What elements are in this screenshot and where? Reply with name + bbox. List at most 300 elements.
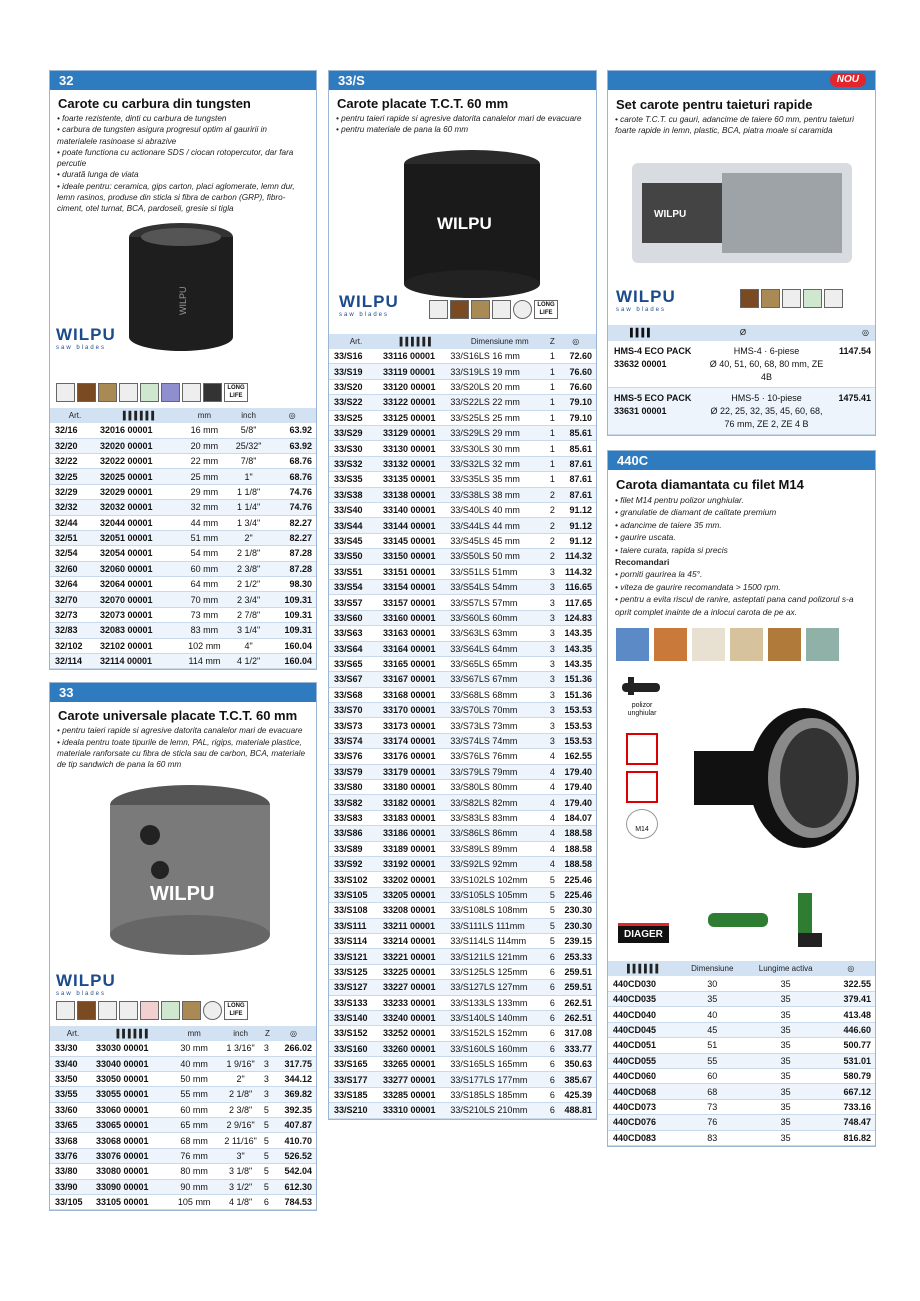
granite-swatch <box>806 628 839 661</box>
table-cell: 35 <box>745 1068 827 1083</box>
table-row <box>50 469 316 484</box>
table-cell: 230.30 <box>556 918 596 933</box>
table-cell: 33260 00001 <box>383 1041 450 1056</box>
recommendations-label: Recomandari <box>615 557 670 568</box>
table-cell: 4 <box>549 780 555 795</box>
table-row <box>329 718 596 733</box>
table-cell: 385.67 <box>556 1072 596 1087</box>
table-cell: 151.36 <box>556 672 596 687</box>
table-cell: 33/80 <box>50 1164 96 1179</box>
table-cell: 32054 00001 <box>100 546 180 561</box>
table-cell: 32/25 <box>50 469 100 484</box>
steel-icon <box>203 383 222 402</box>
bullet-item: • taiere curata, rapida si precis <box>615 544 728 555</box>
panel-icon <box>119 1001 138 1020</box>
table-cell: 1" <box>229 469 268 484</box>
table-cell: 33/S45 <box>329 533 383 548</box>
table-row <box>50 592 316 607</box>
barcode-icon: ▌▌▌▌ <box>630 328 653 338</box>
table-cell: 68 <box>680 1084 745 1099</box>
table-cell: 33105 00001 <box>96 1195 171 1210</box>
new-badge: NOU <box>830 73 866 87</box>
table-cell: 4 <box>549 856 555 871</box>
table-cell: 33/S19LS 19 mm <box>450 364 549 379</box>
table-cell: 33/S32LS 32 mm <box>450 456 549 471</box>
table-cell: 35 <box>745 1115 827 1130</box>
table-cell: 35 <box>745 1084 827 1099</box>
table-cell: 33/S44LS 44 mm <box>450 518 549 533</box>
table-cell: 5 <box>549 887 555 902</box>
bullet-item: • pentru materiale de pana la 60 mm <box>336 125 469 135</box>
table-row <box>50 515 316 530</box>
table-cell: 33/S133LS 133mm <box>450 995 549 1010</box>
table-cell: 3" <box>217 1148 263 1163</box>
table-cell: 6 <box>549 1010 555 1025</box>
table-cell: 33/S22LS 22 mm <box>450 395 549 410</box>
table-cell: 317.75 <box>271 1056 316 1071</box>
table-cell: 33/S57LS 57mm <box>450 595 549 610</box>
table-row <box>50 438 316 453</box>
table-cell: 33/S73LS 73mm <box>450 718 549 733</box>
table-row <box>329 749 596 764</box>
table-cell: 333.77 <box>556 1041 596 1056</box>
table-cell: 33205 00001 <box>383 887 450 902</box>
table-cell: 6 <box>549 949 555 964</box>
barcode-icon: ▌▌▌▌▌▌ <box>383 334 450 349</box>
table-cell: 33/S160LS 160mm <box>450 1041 549 1056</box>
power-tools-image <box>708 893 868 953</box>
table-cell: 32102 00001 <box>100 638 180 653</box>
table-cell: 440CD073 <box>608 1099 680 1114</box>
table-cell: 33/60 <box>50 1102 96 1117</box>
table-cell: 266.02 <box>271 1041 316 1056</box>
table-row <box>608 1038 875 1053</box>
table-cell: 98.30 <box>268 577 316 592</box>
table-cell: 33/S16 <box>329 349 383 364</box>
table-cell: 33068 00001 <box>96 1133 171 1148</box>
table-row <box>329 1010 596 1025</box>
table-cell: 33/S102LS 102mm <box>450 872 549 887</box>
table-cell: 33055 00001 <box>96 1087 171 1102</box>
table-cell: 3 <box>549 733 555 748</box>
long-life-icon: LONG LIFE <box>224 383 248 402</box>
table-cell: 143.35 <box>556 656 596 671</box>
table-cell: 33202 00001 <box>383 872 450 887</box>
brand-logo: WILPU saw blades <box>616 286 676 313</box>
table-row <box>329 564 596 579</box>
table-cell: 425.39 <box>556 1087 596 1102</box>
table-cell: 44 mm <box>180 515 229 530</box>
bullet-item: • ideale pentru: ceramica, gips carton, placi aglomerate, lemn dur, lemn rasinos, produse din sticla si fibra de carbon (GRP), fibro-ciment, otel turnat, BCA, pardoseli, gresie si tigla <box>57 181 295 214</box>
table-cell: 40 <box>680 1007 745 1022</box>
table-row <box>329 1072 596 1087</box>
table-cell: 262.51 <box>556 1010 596 1025</box>
table-cell: 74.76 <box>268 484 316 499</box>
table-cell: 32020 00001 <box>100 438 180 453</box>
section-33s <box>328 70 597 1120</box>
table-cell: 32029 00001 <box>100 484 180 499</box>
table-cell: 109.31 <box>268 607 316 622</box>
table-cell: 82.27 <box>268 530 316 545</box>
table-cell: 64 mm <box>180 577 229 592</box>
table-cell: 32/32 <box>50 500 100 515</box>
table-row <box>50 638 316 653</box>
table-cell: 54 mm <box>180 546 229 561</box>
table-cell: 33/S25 <box>329 410 383 425</box>
table-cell: 344.12 <box>271 1071 316 1086</box>
table-cell: 33/S74 <box>329 733 383 748</box>
table-cell: 816.82 <box>827 1130 875 1145</box>
table-row <box>50 623 316 638</box>
table-cell: 6 <box>549 1103 555 1118</box>
table-cell: 1 3/4" <box>229 515 268 530</box>
table-cell: 87.28 <box>268 561 316 576</box>
table-cell: 87.61 <box>556 472 596 487</box>
table-row <box>329 441 596 456</box>
set-rows <box>608 341 875 435</box>
table-cell: 33/S63LS 63mm <box>450 626 549 641</box>
table-cell: 33/S177LS 177mm <box>450 1072 549 1087</box>
bullet-item: • poate functiona cu actionare SDS / ciocan rotopercutor, dar fara percutie <box>57 147 294 169</box>
table-cell: 3 <box>549 595 555 610</box>
table-row <box>329 503 596 518</box>
table-cell: 33145 00001 <box>383 533 450 548</box>
table-row <box>329 687 596 702</box>
table-cell: 29 mm <box>180 484 229 499</box>
table-cell: 33186 00001 <box>383 826 450 841</box>
table-cell: 60 mm <box>171 1102 217 1117</box>
table-cell: 33/S38LS 38 mm <box>450 487 549 502</box>
table-cell: 5 <box>264 1133 271 1148</box>
recommendations-list <box>608 568 875 618</box>
table-cell: 253.33 <box>556 949 596 964</box>
table-row <box>329 964 596 979</box>
table-cell: 1 3/16" <box>217 1041 263 1056</box>
table-cell: 3 1/2" <box>217 1179 263 1194</box>
table-cell: 33150 00001 <box>383 549 450 564</box>
table-cell: 33120 00001 <box>383 379 450 394</box>
table-cell: 6 <box>264 1195 271 1210</box>
table-cell: 33076 00001 <box>96 1148 171 1163</box>
table-cell: 87.28 <box>268 546 316 561</box>
table-cell: 4 1/8" <box>217 1195 263 1210</box>
table-row <box>50 1164 316 1179</box>
table-cell: 33208 00001 <box>383 903 450 918</box>
bullet-list <box>50 725 316 770</box>
table-cell: 262.51 <box>556 995 596 1010</box>
table-cell: 179.40 <box>556 795 596 810</box>
table-cell: 32051 00001 <box>100 530 180 545</box>
table-row <box>329 764 596 779</box>
table-cell: 4 <box>549 826 555 841</box>
table-cell: 35 <box>745 976 827 991</box>
table-cell: 2 11/16" <box>217 1133 263 1148</box>
table-cell: 50 mm <box>171 1071 217 1086</box>
bullet-item: • foarte rezistente, dinti cu carbura de tungsten <box>57 114 227 123</box>
table-cell: 35 <box>745 1038 827 1053</box>
table-cell: 1 <box>549 441 555 456</box>
set-row <box>608 341 875 388</box>
table-cell: 1 <box>549 410 555 425</box>
table-cell: 2 1/2" <box>229 577 268 592</box>
product-image-area <box>50 215 316 383</box>
table-cell: 33080 00001 <box>96 1164 171 1179</box>
table-cell: 35 <box>680 991 745 1006</box>
table-row <box>50 500 316 515</box>
table-row <box>329 1041 596 1056</box>
table-row <box>329 918 596 933</box>
table-cell: 230.30 <box>556 903 596 918</box>
material-icons <box>740 289 843 308</box>
table-cell: 33/S40LS 40 mm <box>450 503 549 518</box>
table-cell: 33090 00001 <box>96 1179 171 1194</box>
table-cell: 33/S111 <box>329 918 383 933</box>
table-row <box>329 980 596 995</box>
table-cell: 143.35 <box>556 626 596 641</box>
table-cell: 33/90 <box>50 1179 96 1194</box>
table-cell: 33/S121 <box>329 949 383 964</box>
table-cell: 33/S83 <box>329 810 383 825</box>
table-row <box>329 903 596 918</box>
material-icons <box>429 300 558 319</box>
table-cell: 32/70 <box>50 592 100 607</box>
core-bit-image <box>116 215 246 365</box>
table-cell: 32/60 <box>50 561 100 576</box>
table-cell: 188.58 <box>556 841 596 856</box>
table-row <box>608 1099 875 1114</box>
table-cell: 33/S82 <box>329 795 383 810</box>
table-cell: 2 <box>549 518 555 533</box>
table-cell: 6 <box>549 1057 555 1072</box>
table-cell: 259.51 <box>556 980 596 995</box>
table-cell: 33/S19 <box>329 364 383 379</box>
table-cell: 105 mm <box>171 1195 217 1210</box>
table-cell: 1 <box>549 456 555 471</box>
table-cell: 188.58 <box>556 856 596 871</box>
table-cell: 35 <box>745 1130 827 1145</box>
table-cell: 33/S20LS 20 mm <box>450 379 549 394</box>
table-cell: 70 mm <box>180 592 229 607</box>
set-name: HMS-5 ECO PACK <box>614 392 692 403</box>
table-cell: 33/S152LS 152mm <box>450 1026 549 1041</box>
depth-icon <box>56 383 75 402</box>
table-row <box>329 595 596 610</box>
table-cell: 440CD076 <box>608 1115 680 1130</box>
table-cell: 33129 00001 <box>383 426 450 441</box>
table-cell: 151.36 <box>556 687 596 702</box>
table-cell: 1 <box>549 364 555 379</box>
table-row <box>608 1130 875 1145</box>
table-cell: 440CD030 <box>608 976 680 991</box>
table-cell: 3 <box>549 703 555 718</box>
table-cell: 68 mm <box>171 1133 217 1148</box>
recycle-icon <box>161 1001 180 1020</box>
bullet-item: • pentru a evita riscul de ranire, asteptati pana cand polizorul s-a oprit complet inainte de a inlocui carota de pe ax. <box>615 594 854 617</box>
depth-icon <box>429 300 448 319</box>
table-cell: 32016 00001 <box>100 423 180 438</box>
table-cell: 33176 00001 <box>383 749 450 764</box>
table-cell: 33/50 <box>50 1071 96 1086</box>
table-row <box>329 1087 596 1102</box>
table-cell: 179.40 <box>556 780 596 795</box>
table-cell: 2 1/8" <box>229 546 268 561</box>
column-left <box>49 70 317 1211</box>
table-row <box>329 426 596 441</box>
section-number: 33 <box>50 683 316 702</box>
table-cell: 2 3/8" <box>229 561 268 576</box>
table-cell: 33/S79 <box>329 764 383 779</box>
table-cell: 33/S80 <box>329 780 383 795</box>
table-cell: 33/S51LS 51mm <box>450 564 549 579</box>
table-cell: 5 <box>549 903 555 918</box>
table-cell: 440CD068 <box>608 1084 680 1099</box>
table-cell: 33/S80LS 80mm <box>450 780 549 795</box>
table-cell: 225.46 <box>556 887 596 902</box>
table-cell: 748.47 <box>827 1115 875 1130</box>
table-cell: 542.04 <box>271 1164 316 1179</box>
table-cell: 160.04 <box>268 638 316 653</box>
section-number: 33/S <box>329 71 596 90</box>
table-cell: 3 <box>264 1041 271 1056</box>
table-cell: 33285 00001 <box>383 1087 450 1102</box>
table-cell: 33227 00001 <box>383 980 450 995</box>
table-cell: 33/S83LS 83mm <box>450 810 549 825</box>
table-cell: 55 <box>680 1053 745 1068</box>
barcode-icon: ▌▌▌▌▌▌ <box>608 961 680 976</box>
table-cell: 188.58 <box>556 826 596 841</box>
mosaic-swatch <box>616 628 649 661</box>
table-cell: 5 <box>549 918 555 933</box>
table-cell: 35 <box>745 1053 827 1068</box>
table-cell: 73 <box>680 1099 745 1114</box>
table-cell: 33168 00001 <box>383 687 450 702</box>
table-cell: 33265 00001 <box>383 1057 450 1072</box>
table-row <box>329 395 596 410</box>
section-set <box>607 70 876 436</box>
table-cell: 33/S111LS 111mm <box>450 918 549 933</box>
product-image-area <box>608 137 875 325</box>
table-cell: 733.16 <box>827 1099 875 1114</box>
table-cell: 33165 00001 <box>383 656 450 671</box>
table-cell: 33065 00001 <box>96 1118 171 1133</box>
table-cell: 392.35 <box>271 1102 316 1117</box>
brand-logo: WILPU saw blades <box>339 291 399 318</box>
table-row <box>329 456 596 471</box>
table-cell: 102 mm <box>180 638 229 653</box>
table-cell: 32/83 <box>50 623 100 638</box>
table-cell: 379.41 <box>827 991 875 1006</box>
table-cell: 317.08 <box>556 1026 596 1041</box>
table-cell: 32/54 <box>50 546 100 561</box>
table-cell: 33/S89 <box>329 841 383 856</box>
material-icons <box>50 383 316 408</box>
table-cell: 526.52 <box>271 1148 316 1163</box>
table-cell: 179.40 <box>556 764 596 779</box>
table-cell: 33/S60 <box>329 610 383 625</box>
recycle-icon <box>140 383 159 402</box>
table-cell: 33/S57 <box>329 595 383 610</box>
table-cell: 6 <box>549 1087 555 1102</box>
table-cell: 79.10 <box>556 410 596 425</box>
table-cell: 33277 00001 <box>383 1072 450 1087</box>
table-cell: 33/S140LS 140mm <box>450 1010 549 1025</box>
table-row <box>50 1179 316 1194</box>
table-cell: 33173 00001 <box>383 718 450 733</box>
table-cell: 5 <box>264 1179 271 1194</box>
bullet-item: • carbura de tungsten asigura progresul optim al gauririi in materialele rasinoase si abrazive <box>57 125 267 146</box>
table-cell: 33/S30LS 30 mm <box>450 441 549 456</box>
table-cell: 33/S76 <box>329 749 383 764</box>
table-row <box>329 1026 596 1041</box>
table-cell: 33/S105LS 105mm <box>450 887 549 902</box>
table-cell: 3 <box>264 1071 271 1086</box>
table-cell: 153.53 <box>556 703 596 718</box>
diamond-bit-image <box>694 703 864 863</box>
table-row <box>50 1087 316 1102</box>
table-cell: 33/S127LS 127mm <box>450 980 549 995</box>
table-cell: 4 <box>549 795 555 810</box>
table-cell: 4 <box>549 810 555 825</box>
svg-text:WILPU: WILPU <box>437 213 492 233</box>
table-cell: 225.46 <box>556 872 596 887</box>
table-cell: 322.55 <box>827 976 875 991</box>
table-row <box>50 530 316 545</box>
bullet-item: • viteza de gaurire recomandata > 1500 rpm. <box>615 581 781 592</box>
svg-text:WILPU: WILPU <box>150 882 215 905</box>
table-cell: 2" <box>229 530 268 545</box>
table-cell: 4 <box>549 841 555 856</box>
table-cell: 6 <box>549 980 555 995</box>
bullet-item: • gaurire uscata. <box>615 532 676 543</box>
table-cell: 33/S165 <box>329 1057 383 1072</box>
table-cell: 30 mm <box>171 1041 217 1056</box>
product-table: Art. ▌▌▌▌▌▌ Dimensiune mm Z ◎ 33/S16 33116 00001 33/S16LS 16 mm 1 72.60 33/S19 33119 00001 33/S19LS 19 mm 1 76.60 33/S20 33120 00001 33/S20LS 20 mm 1 76.60 33/S22 33122 00001 33/S22LS 22 mm 1 79.10 33/S25 33125 00001 33/S25LS 25 mm 1 79.10 33/S29 33129 00001 33/S29LS 29 mm 1 85.61 33/S30 33130 00001 33/S30LS 30 mm 1 85.61 33/S32 33132 00001 33/S32LS 32 mm 1 87.61 33/S35 33135 00001 33/S35LS 35 mm 1 87.61 33/S38 33138 00001 33/S38LS 38 mm 2 87.61 33/S40 33140 00001 33/S40LS 40 mm 2 91.12 33/S44 33144 00001 33/S44LS 44 mm 2 91.12 33/S45 33145 00001 33/S45LS 45 mm 2 91.12 33/S50 33150 00001 33/S50LS 50 mm 2 114.32 33/S51 33151 00001 33/S51LS 51mm 3 114.32 33/S54 33154 00001 33/S54LS 54mm 3 116.65 33/S57 33157 00001 33/S57LS 57mm 3 117.65 33/S60 33160 00001 33/S60LS 60mm 3 124.83 33/S63 33163 00001 33/S63LS 63mm 3 143.35 33/S64 33164 00001 33/S64LS 64mm 3 143.35 33/S65 33165 00001 33/S65LS 65mm 3 143.35 33/S67 33167 00001 33/S67LS 67mm 3 151.36 33/S68 33168 00001 33/S68LS 68mm 3 151.36 33/S70 33170 00001 33/S70LS 70mm 3 153.53 33/S73 33173 00001 33/S73LS 73mm 3 153.53 33/S74 33174 00001 33/S74LS 74mm 3 153.53 33/S76 33176 00001 33/S76LS 76mm 4 162.55 33/S79 33179 00001 33/S79LS 79mm 4 179.40 33/S80 33180 00001 33/S80LS 80mm 4 179.40 33/S82 33182 00001 33/S82LS 82mm 4 179.40 33/S83 33183 00001 33/S83LS 83mm 4 184.07 33/S86 33186 00001 33/S86LS 86mm 4 188.58 33/S89 33189 00001 33/S89LS 89mm 4 188.58 33/S92 33192 00001 33/S92LS 92mm 4 188.58 33/S102 33202 00001 33/S102LS 102mm 5 225.46 33/S105 33205 00001 33/S105LS 105mm 5 225.46 33/S108 33208 00001 33/S108LS 108mm 5 230.30 33/S111 33211 00001 33/S111LS 111mm 5 230.30 33/S114 33214 00001 33/S114LS 114mm 5 239.15 33/S121 33221 00001 33/S121LS 121mm 6 253.33 33/S125 33225 00001 33/S125LS 125mm 6 259.51 33/S127 33227 00001 33/S127LS 127mm 6 259.51 33/S133 33233 00001 33/S133LS 133mm 6 262.51 33/S140 33240 00001 33/S140LS 140mm 6 262.51 33/S152 33252 00001 33/S152LS 152mm 6 317.08 33/S160 33260 00001 33/S160LS 160mm 6 333.77 33/S165 33265 00001 33/S165LS 165mm 6 350.63 33/S177 33277 00001 33/S177LS 177mm 6 385.67 33/S185 33285 00001 33/S185LS 185mm 6 425.39 33/S210 33310 00001 33/S210LS 210mm 6 488.81 <box>329 334 596 1119</box>
coins-icon: ◎ <box>827 961 875 976</box>
table-cell: 20 mm <box>180 438 229 453</box>
table-cell: 76 <box>680 1115 745 1130</box>
table-cell: 33240 00001 <box>383 1010 450 1025</box>
drywall-icon <box>119 383 138 402</box>
set-pack-image <box>622 143 862 283</box>
table-cell: 72.60 <box>556 349 596 364</box>
table-cell: 33/S125 <box>329 964 383 979</box>
table-row <box>608 1084 875 1099</box>
table-cell: 5 <box>264 1148 271 1163</box>
table-row <box>329 410 596 425</box>
table-cell: 33/S108 <box>329 903 383 918</box>
table-cell: 74.76 <box>268 500 316 515</box>
table-cell: 33174 00001 <box>383 733 450 748</box>
table-cell: 33135 00001 <box>383 472 450 487</box>
table-cell: 5 <box>549 933 555 948</box>
table-cell: 33/S102 <box>329 872 383 887</box>
table-cell: 160.04 <box>268 654 316 669</box>
table-cell: 33/S68 <box>329 687 383 702</box>
board-icon <box>761 289 780 308</box>
table-cell: 32044 00001 <box>100 515 180 530</box>
table-cell: 85.61 <box>556 441 596 456</box>
table-cell: 32/29 <box>50 484 100 499</box>
table-row <box>329 703 596 718</box>
table-cell: 91.12 <box>556 503 596 518</box>
section-band <box>608 71 875 90</box>
table-cell: 33170 00001 <box>383 703 450 718</box>
table-cell: 114 mm <box>180 654 229 669</box>
table-cell: 33183 00001 <box>383 810 450 825</box>
table-cell: 83 <box>680 1130 745 1145</box>
table-row <box>329 518 596 533</box>
table-row <box>608 1007 875 1022</box>
